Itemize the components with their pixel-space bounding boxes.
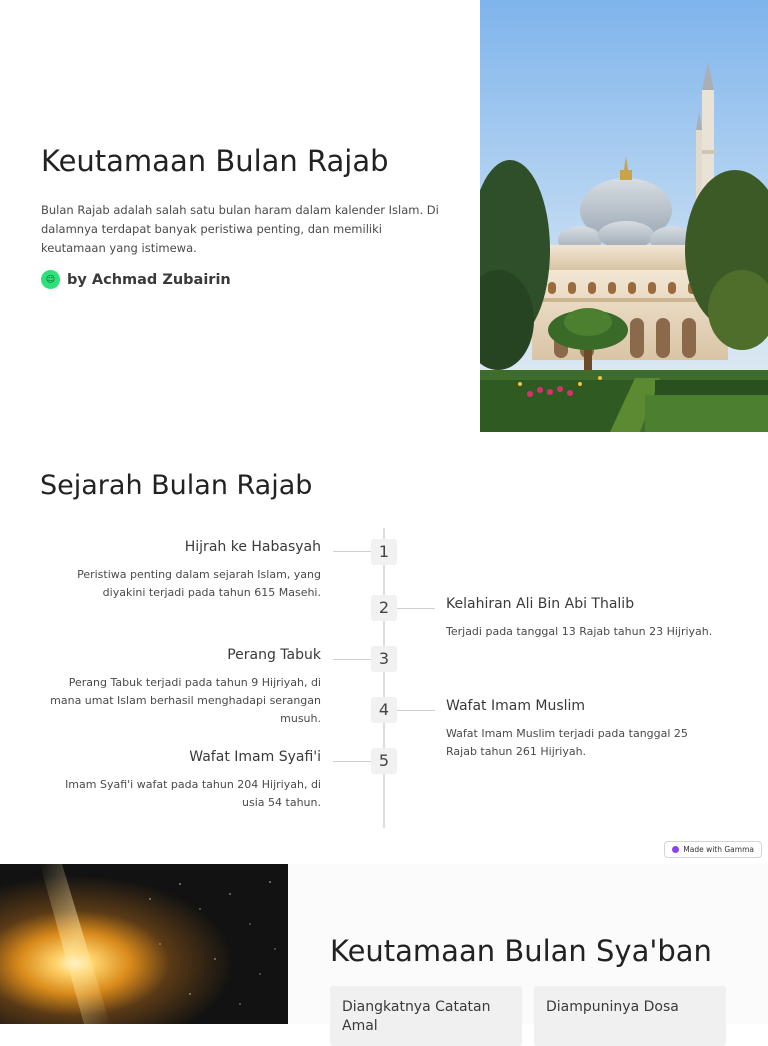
slide-description: Bulan Rajab adalah salah satu bulan haram dalam kalender Islam. Di dalamnya terdapat banyak peristiwa penting, dan memiliki keutamaan yang istimewa. bbox=[41, 203, 439, 255]
timeline-line bbox=[383, 528, 385, 828]
timeline-number: 1 bbox=[371, 539, 397, 565]
slide-history bbox=[0, 432, 768, 864]
timeline-item-description: Terjadi pada tanggal 13 Rajab tahun 23 Hijriyah. bbox=[446, 625, 713, 638]
timeline-number: 4 bbox=[371, 697, 397, 723]
card-label: Diampuninya Dosa bbox=[546, 999, 679, 1015]
timeline-item-description: Peristiwa penting dalam sejarah Islam, yang diyakini terjadi pada tahun 615 Masehi. bbox=[77, 568, 321, 599]
timeline-connector bbox=[333, 761, 371, 762]
slide-title: Keutamaan Bulan Rajab bbox=[41, 144, 389, 178]
timeline-number: 5 bbox=[371, 748, 397, 774]
made-with-gamma-badge[interactable] bbox=[664, 841, 762, 858]
timeline-item-title: Wafat Imam Syafi'i bbox=[189, 749, 321, 765]
timeline-item-title: Wafat Imam Muslim bbox=[446, 698, 586, 714]
gamma-logo-icon bbox=[672, 846, 679, 853]
timeline-connector bbox=[397, 710, 435, 711]
timeline-item-title: Kelahiran Ali Bin Abi Thalib bbox=[446, 596, 635, 612]
mosque-image bbox=[480, 0, 768, 432]
badge-label: Made with Gamma bbox=[683, 845, 754, 854]
timeline-number: 2 bbox=[371, 595, 397, 621]
avatar: ☺ bbox=[41, 270, 60, 289]
card-label: Diangkatnya Catatan Amal bbox=[342, 999, 491, 1034]
timeline-connector bbox=[333, 659, 371, 660]
slide-shaban bbox=[0, 864, 768, 1034]
timeline-connector bbox=[333, 551, 371, 552]
slide-intro bbox=[0, 0, 768, 432]
timeline-number: 3 bbox=[371, 646, 397, 672]
space-light-image bbox=[0, 864, 288, 1024]
timeline-item-description: Perang Tabuk terjadi pada tahun 9 Hijriyah, di mana umat Islam berhasil menghadapi serangan musuh. bbox=[50, 676, 321, 725]
card-record-raised bbox=[330, 986, 522, 1046]
timeline-item-description: Imam Syafi'i wafat pada tahun 204 Hijriyah, di usia 54 tahun. bbox=[65, 778, 321, 809]
timeline-item-description: Wafat Imam Muslim terjadi pada tanggal 25 Rajab tahun 261 Hijriyah. bbox=[446, 727, 688, 758]
timeline-item-title: Hijrah ke Habasyah bbox=[184, 539, 321, 555]
slide-title: Sejarah Bulan Rajab bbox=[40, 470, 313, 501]
timeline-connector bbox=[397, 608, 435, 609]
slide-title: Keutamaan Bulan Sya'ban bbox=[330, 934, 712, 968]
author-line bbox=[41, 270, 231, 289]
timeline-item-title: Perang Tabuk bbox=[227, 647, 321, 663]
author-name: by Achmad Zubairin bbox=[67, 271, 231, 288]
card-sins-forgiven bbox=[534, 986, 726, 1046]
